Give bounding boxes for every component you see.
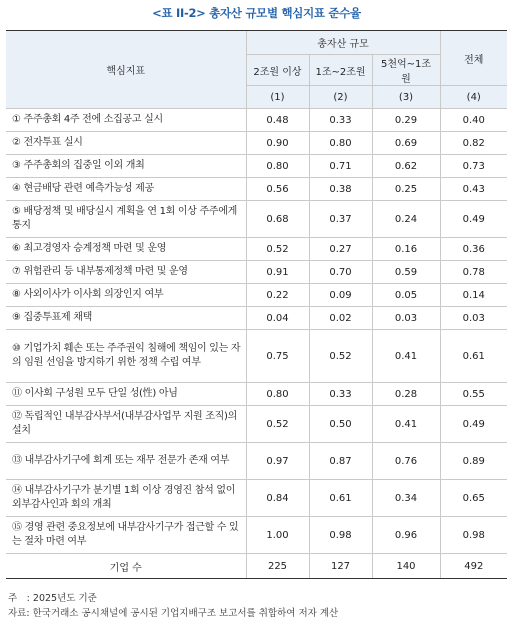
table-row — [6, 109, 507, 132]
row-label: ② 전자투표 실시 — [6, 132, 246, 155]
row-label: ⑭ 내부감사기구가 분기별 1회 이상 경영진 참석 없이 외부감사인과 회의 개최 — [6, 480, 246, 517]
cell-value: 0.28 — [372, 383, 440, 406]
cell-value: 0.62 — [372, 155, 440, 178]
table-row — [6, 443, 507, 480]
cell-value: 0.43 — [440, 178, 507, 201]
total-value: 492 — [440, 554, 507, 579]
cell-value: 0.98 — [440, 517, 507, 554]
cell-value: 0.27 — [309, 238, 372, 261]
col-code-3: (3) — [372, 86, 440, 109]
cell-value: 0.76 — [372, 443, 440, 480]
row-label: ⑨ 집중투표제 채택 — [6, 307, 246, 330]
cell-value: 0.16 — [372, 238, 440, 261]
table-row — [6, 330, 507, 383]
cell-value: 0.50 — [309, 406, 372, 443]
table-title: <표 II-2> 총자산 규모별 핵심지표 준수율 — [152, 6, 361, 20]
row-label: ⑫ 독립적인 내부감사부서(내부감사업무 지원 조직)의 설치 — [6, 406, 246, 443]
cell-value: 0.73 — [440, 155, 507, 178]
col-code-4: (4) — [440, 86, 507, 109]
table-row — [6, 201, 507, 238]
row-label: ③ 주주총회의 집중일 이외 개최 — [6, 155, 246, 178]
cell-value: 0.49 — [440, 406, 507, 443]
cell-value: 0.22 — [246, 284, 309, 307]
cell-value: 0.65 — [440, 480, 507, 517]
table-row — [6, 307, 507, 330]
row-label: ⑬ 내부감사기구에 회계 또는 재무 전문가 존재 여부 — [6, 443, 246, 480]
total-row — [6, 554, 507, 579]
cell-value: 0.61 — [440, 330, 507, 383]
table-row — [6, 480, 507, 517]
table-row — [6, 261, 507, 284]
cell-value: 0.80 — [246, 383, 309, 406]
cell-value: 0.36 — [440, 238, 507, 261]
row-label: ⑮ 경영 관련 중요정보에 내부감사기구가 접근할 수 있는 절차 마련 여부 — [6, 517, 246, 554]
table-row — [6, 178, 507, 201]
cell-value: 0.78 — [440, 261, 507, 284]
table-row — [6, 155, 507, 178]
cell-value: 0.33 — [309, 109, 372, 132]
cell-value: 0.49 — [440, 201, 507, 238]
total-value: 127 — [309, 554, 372, 579]
indicator-header: 핵심지표 — [6, 31, 246, 109]
note-text: 주 : 2025년도 기준 — [8, 593, 97, 604]
cell-value: 0.98 — [309, 517, 372, 554]
asset-size-header: 총자산 규모 — [246, 31, 440, 55]
cell-value: 0.52 — [309, 330, 372, 383]
cell-value: 1.00 — [246, 517, 309, 554]
col-code-2: (2) — [309, 86, 372, 109]
cell-value: 0.48 — [246, 109, 309, 132]
cell-value: 0.52 — [246, 238, 309, 261]
row-label: ⑥ 최고경영자 승계정책 마련 및 운영 — [6, 238, 246, 261]
row-label: ⑤ 배당정책 및 배당실시 계획을 연 1회 이상 주주에게 통지 — [6, 201, 246, 238]
cell-value: 0.61 — [309, 480, 372, 517]
row-label: ① 주주총회 4주 전에 소집공고 실시 — [6, 109, 246, 132]
table-row — [6, 132, 507, 155]
cell-value: 0.14 — [440, 284, 507, 307]
table-notes — [8, 591, 338, 621]
cell-value: 0.04 — [246, 307, 309, 330]
total-value: 225 — [246, 554, 309, 579]
row-label: ⑩ 기업가치 훼손 또는 주주권익 침해에 책임이 있는 자의 임원 선임을 방지하기 위한 정책 수립 여부 — [6, 330, 246, 383]
cell-value: 0.37 — [309, 201, 372, 238]
cell-value: 0.84 — [246, 480, 309, 517]
compliance-table — [6, 30, 507, 579]
table-row — [6, 517, 507, 554]
table-row — [6, 406, 507, 443]
cell-value: 0.87 — [309, 443, 372, 480]
cell-value: 0.69 — [372, 132, 440, 155]
cell-value: 0.38 — [309, 178, 372, 201]
cell-value: 0.89 — [440, 443, 507, 480]
cell-value: 0.34 — [372, 480, 440, 517]
cell-value: 0.33 — [309, 383, 372, 406]
table-row — [6, 383, 507, 406]
cell-value: 0.52 — [246, 406, 309, 443]
row-label: ⑪ 이사회 구성원 모두 단일 성(性) 아님 — [6, 383, 246, 406]
cell-value: 0.24 — [372, 201, 440, 238]
cell-value: 0.41 — [372, 330, 440, 383]
cell-value: 0.02 — [309, 307, 372, 330]
col-header-1: 2조원 이상 — [246, 55, 309, 86]
cell-value: 0.80 — [309, 132, 372, 155]
col-header-3: 5천억~1조원 — [372, 55, 440, 86]
cell-value: 0.40 — [440, 109, 507, 132]
cell-value: 0.80 — [246, 155, 309, 178]
cell-value: 0.96 — [372, 517, 440, 554]
cell-value: 0.71 — [309, 155, 372, 178]
table-row — [6, 284, 507, 307]
row-label: ⑧ 사외이사가 이사회 의장인지 여부 — [6, 284, 246, 307]
cell-value: 0.70 — [309, 261, 372, 284]
row-label: ④ 현금배당 관련 예측가능성 제공 — [6, 178, 246, 201]
total-row-label: 기업 수 — [6, 554, 246, 579]
cell-value: 0.05 — [372, 284, 440, 307]
cell-value: 0.75 — [246, 330, 309, 383]
cell-value: 0.41 — [372, 406, 440, 443]
cell-value: 0.25 — [372, 178, 440, 201]
cell-value: 0.03 — [440, 307, 507, 330]
table-row — [6, 238, 507, 261]
cell-value: 0.97 — [246, 443, 309, 480]
total-value: 140 — [372, 554, 440, 579]
col-header-2: 1조~2조원 — [309, 55, 372, 86]
row-label: ⑦ 위험관리 등 내부통제정책 마련 및 운영 — [6, 261, 246, 284]
cell-value: 0.55 — [440, 383, 507, 406]
total-header: 전체 — [440, 31, 507, 86]
cell-value: 0.03 — [372, 307, 440, 330]
source-text: 자료: 한국거래소 공시채널에 공시된 기업지배구조 보고서를 취합하여 저자 계산 — [8, 608, 339, 619]
cell-value: 0.68 — [246, 201, 309, 238]
cell-value: 0.09 — [309, 284, 372, 307]
col-code-1: (1) — [246, 86, 309, 109]
cell-value: 0.82 — [440, 132, 507, 155]
cell-value: 0.90 — [246, 132, 309, 155]
cell-value: 0.91 — [246, 261, 309, 284]
cell-value: 0.29 — [372, 109, 440, 132]
cell-value: 0.56 — [246, 178, 309, 201]
cell-value: 0.59 — [372, 261, 440, 284]
